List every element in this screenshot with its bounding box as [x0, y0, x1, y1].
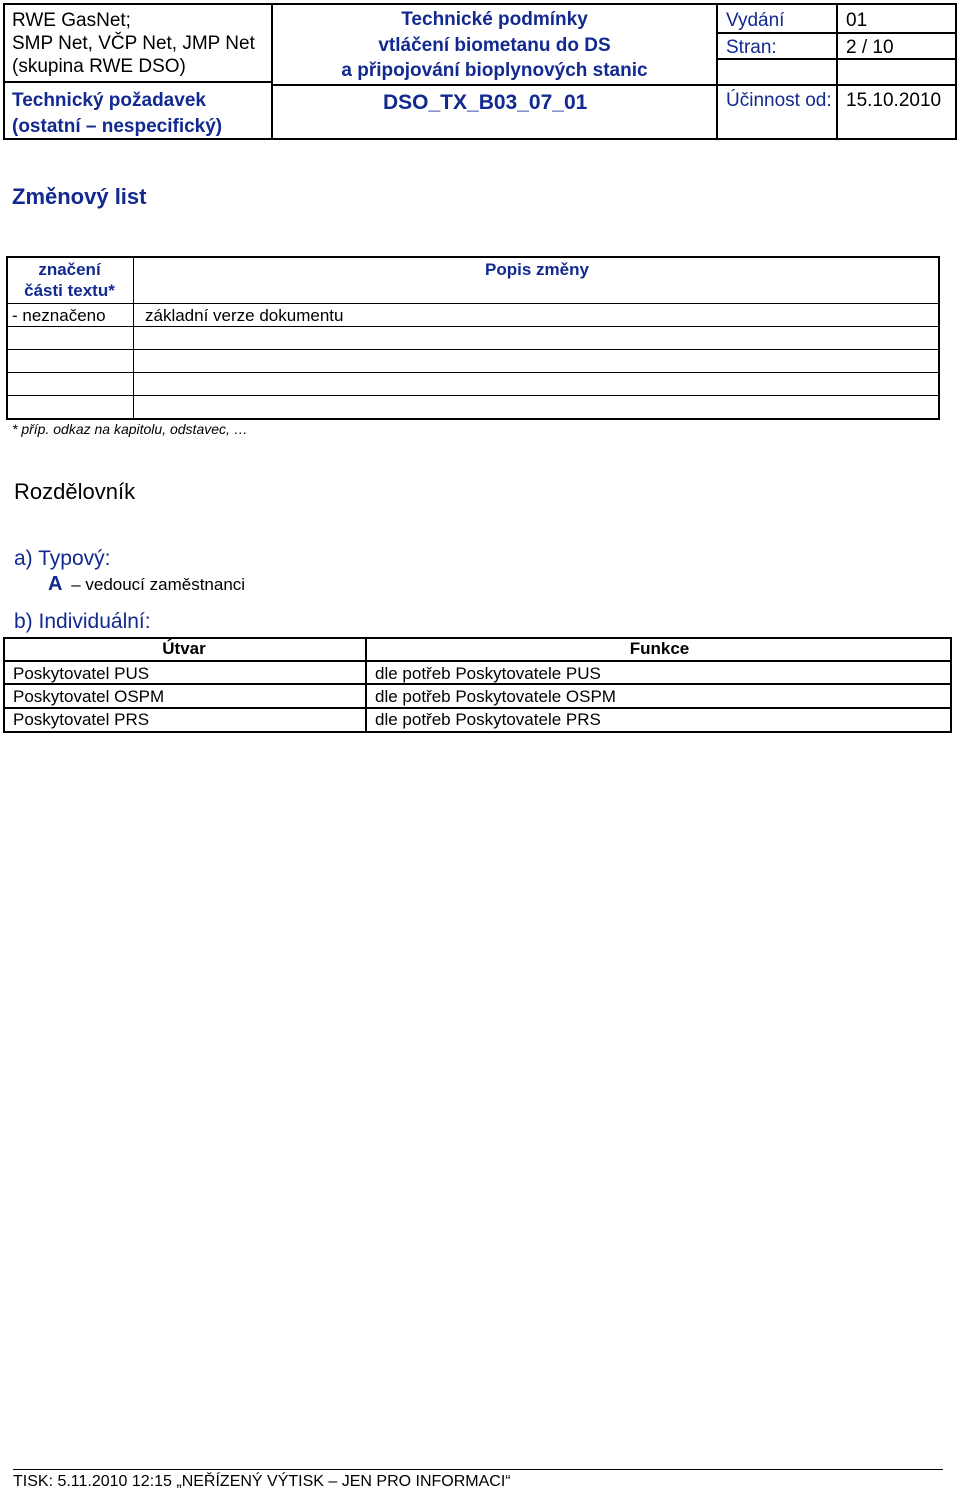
document-header — [3, 3, 957, 140]
edition-value: 01 — [846, 10, 868, 31]
effective-date-label: Účinnost od: — [726, 90, 832, 111]
typical-distribution-item — [48, 573, 245, 596]
change-description-cell: základní verze dokumentu — [145, 306, 344, 325]
individual-distribution-label: b) Individuální: — [14, 610, 151, 633]
change-list-table — [6, 256, 940, 420]
item-letter: A — [48, 573, 63, 595]
pages-value: 2 / 10 — [846, 37, 894, 58]
item-text: – vedoucí zaměstnanci — [71, 575, 246, 594]
change-mark-cell: - neznačeno — [12, 306, 106, 325]
document-title-line1: Technické podmínky — [401, 9, 588, 30]
edition-label: Vydání — [726, 10, 785, 31]
column-header-description: Popis změny — [485, 260, 589, 279]
header-divider — [836, 3, 838, 140]
company-name: RWE GasNet; — [12, 10, 131, 31]
column-header-mark-line1: značení — [38, 260, 101, 279]
row-divider — [6, 395, 940, 396]
distribution-table — [3, 637, 952, 733]
change-list-title: Změnový list — [12, 184, 147, 209]
unit-cell: Poskytovatel PUS — [13, 664, 150, 683]
row-divider — [6, 372, 940, 373]
header-divider — [716, 3, 718, 140]
footer-rule — [13, 1469, 943, 1470]
column-header-mark-line2: části textu* — [24, 281, 115, 300]
row-divider — [3, 660, 952, 662]
pages-label: Stran: — [726, 37, 777, 58]
header-divider — [3, 81, 273, 83]
effective-date-value: 15.10.2010 — [846, 90, 942, 111]
header-divider — [271, 84, 957, 86]
typical-distribution-label: a) Typový: — [14, 547, 111, 570]
unit-cell: Poskytovatel PRS — [13, 710, 150, 729]
column-header-function: Funkce — [629, 639, 690, 658]
column-header-unit: Útvar — [162, 639, 206, 658]
document-title-line3: a připojování bioplynových stanic — [341, 60, 648, 81]
function-cell: dle potřeb Poskytovatele PUS — [375, 664, 601, 683]
header-divider — [716, 32, 957, 34]
company-subsidiaries: SMP Net, VČP Net, JMP Net — [12, 33, 255, 54]
document-scope: (ostatní – nespecifický) — [12, 116, 223, 137]
document-title-line2: vtláčení biometanu do DS — [378, 35, 611, 56]
unit-cell: Poskytovatel OSPM — [13, 687, 165, 706]
row-divider — [6, 303, 940, 304]
document-code: DSO_TX_B03_07_01 — [383, 91, 588, 114]
row-divider — [6, 349, 940, 350]
function-cell: dle potřeb Poskytovatele OSPM — [375, 687, 616, 706]
distribution-title: Rozdělovník — [14, 479, 136, 504]
change-list-footnote: * příp. odkaz na kapitolu, odstavec, … — [12, 421, 248, 437]
document-type: Technický požadavek — [12, 90, 206, 111]
print-footer: TISK: 5.11.2010 12:15 „NEŘÍZENÝ VÝTISK – JEN PRO INFORMACI“ — [13, 1473, 511, 1490]
row-divider — [3, 707, 952, 709]
function-cell: dle potřeb Poskytovatele PRS — [375, 710, 601, 729]
company-group: (skupina RWE DSO) — [12, 56, 186, 77]
